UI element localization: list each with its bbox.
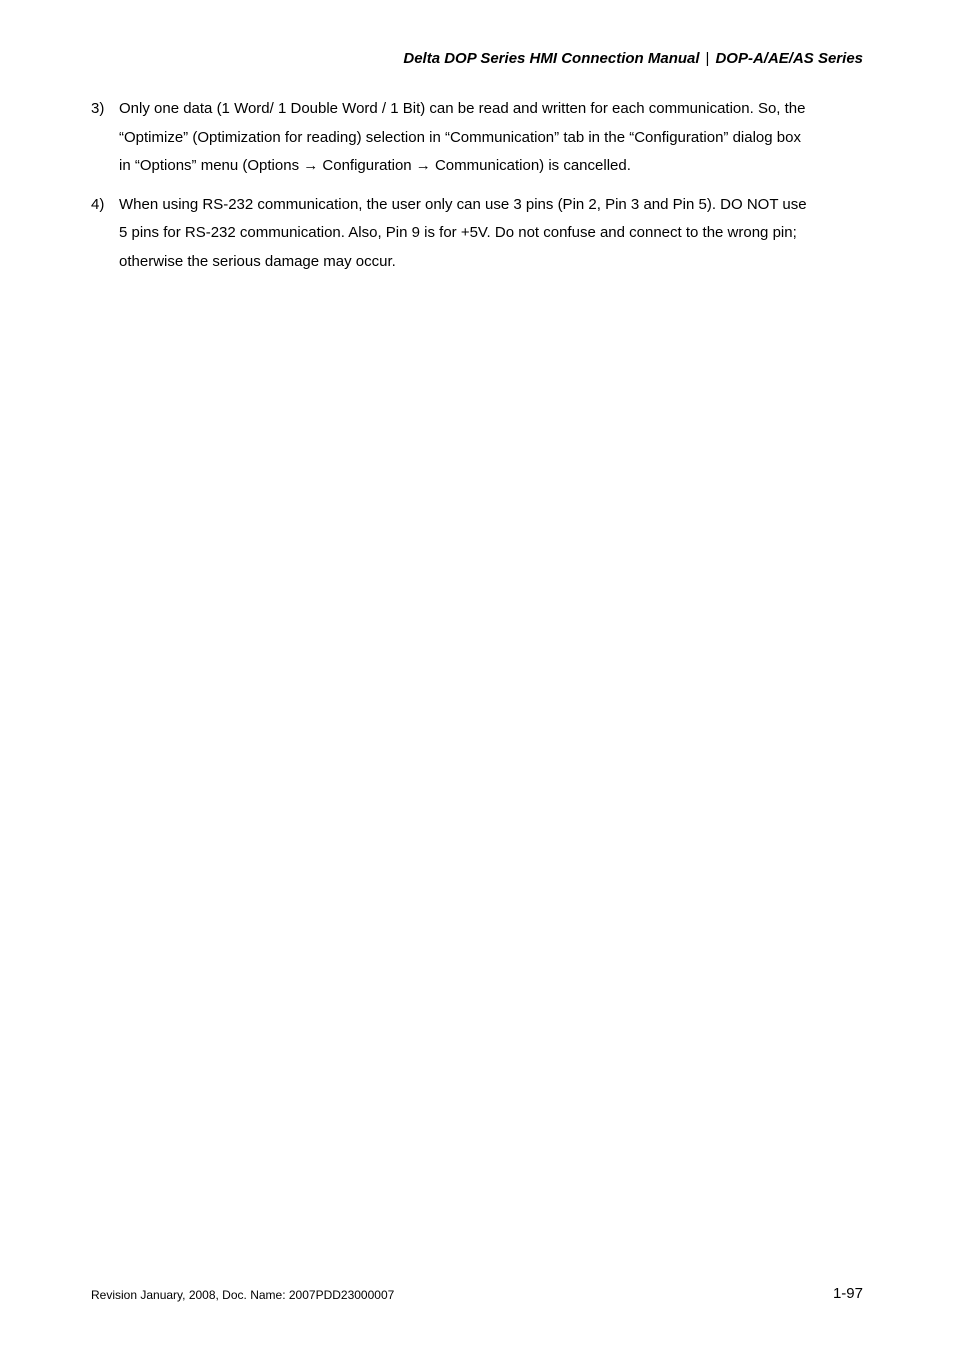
item-line: When using RS-232 communication, the user only can use 3 pins (Pin 2, Pin 3 and Pin 5). DO NOT use [119, 195, 807, 213]
item-number: 3) [91, 100, 105, 117]
manual-title: Delta DOP Series HMI Connection Manual [403, 50, 700, 67]
item-line: “Optimize” (Optimization for reading) selection in “Communication” tab in the “Configuration” dialog box [119, 128, 801, 146]
item-line: 5 pins for RS-232 communication. Also, Pin 9 is for +5V. Do not confuse and connect to the wrong pin; [119, 224, 797, 242]
item-text [119, 95, 863, 181]
footer-revision: Revision January, 2008, Doc. Name: 2007PDD23000007 [91, 1288, 395, 1302]
list-item [91, 95, 863, 181]
header-separator: | [705, 50, 710, 67]
item-number: 4) [91, 195, 105, 213]
page-header [403, 50, 863, 67]
item-line: Only one data (1 Word/ 1 Double Word / 1 Bit) can be read and written for each communication. So, the [119, 100, 806, 117]
page-number: 1-97 [832, 1285, 863, 1302]
page-content [91, 95, 863, 287]
list-item [91, 191, 863, 277]
item-line: in “Options” menu (Options → Configuration → Communication) is cancelled. [119, 157, 631, 175]
item-line: otherwise the serious damage may occur. [119, 252, 396, 270]
series-name: DOP-A/AE/AS Series [715, 50, 863, 67]
item-text [119, 191, 863, 277]
